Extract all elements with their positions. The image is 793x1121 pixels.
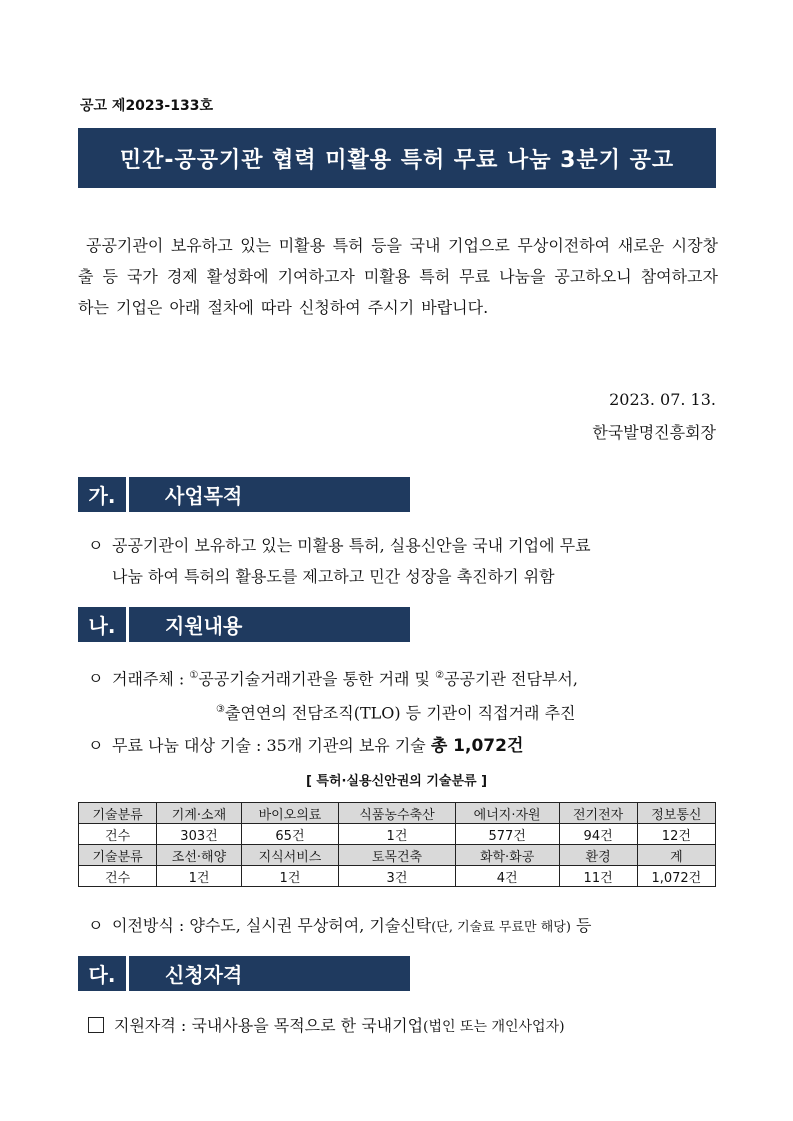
table-header-cell: 계 [637,845,715,866]
table-header-cell: 바이오의료 [241,803,338,824]
section-title: 사업목적 [165,484,243,508]
section-header-eligibility [78,956,410,991]
table-header-cell: 토목건축 [339,845,456,866]
table-header-cell: 식품농수축산 [339,803,456,824]
section-title: 지원내용 [165,614,243,638]
table-cell: 11건 [559,866,637,887]
table-cell: 1건 [157,866,242,887]
table-header-cell: 기술분류 [79,803,157,824]
table-cell: 1건 [241,866,338,887]
notice-number: 공고 제2023-133호 [80,98,213,114]
transfer-note: (단, 기술료 무료만 해당) [431,920,571,935]
bullet-icon: ㅇ [88,916,104,935]
bullet-icon: ㅇ [88,736,104,755]
section-title: 신청자격 [165,963,243,987]
table-header-cell: 화학·화공 [455,845,559,866]
trade-label: 거래주체 : [112,669,185,689]
page-title: 민간-공공기관 협력 미활용 특허 무료 나눔 3분기 공고 [78,128,716,188]
table-header-row [79,803,716,824]
table-caption: [ 특허·실용신안권의 기술분류 ] [305,774,488,789]
circled-number-3: ③ [216,704,225,716]
table-header-cell: 기술분류 [79,845,157,866]
transfer-end: 등 [576,916,592,935]
tech-classification-table [78,802,716,887]
eligibility-note: (법인 또는 개인사업자) [423,1019,565,1035]
bullet-icon: ㅇ [88,536,104,555]
eligibility-line [88,1010,718,1043]
table-row [79,824,716,845]
table-cell: 건수 [79,824,157,845]
table-cell: 303건 [157,824,242,845]
issue-date: 2023. 07. 13. [609,390,716,409]
table-cell: 4건 [455,866,559,887]
table-header-cell: 지식서비스 [241,845,338,866]
purpose-line-1: 공공기관이 보유하고 있는 미활용 특허, 실용신안을 국내 기업에 무료 [112,536,591,555]
issuer-name: 한국발명진흥회장 [592,423,716,442]
circled-number-2: ② [435,670,445,681]
intro-paragraph: 공공기관이 보유하고 있는 미활용 특허 등을 국내 기업으로 무상이전하여 새로운 시장창출 등 국가 경제 활성화에 기여하고자 미활용 특허 무료 나눔을 공고하오니 참여하고자 하는 기업은 아래 절차에 따라 신청하여 주시기 바랍니다. [78,236,718,317]
target-total: 총 1,072건 [430,736,524,756]
table-cell: 건수 [79,866,157,887]
eligibility-text: 지원자격 : 국내사용을 목적으로 한 국내기업 [114,1016,424,1035]
checkbox-icon [88,1017,104,1033]
table-cell: 12건 [637,824,715,845]
trade-item-2: 공공기관 전담부서, [444,669,578,689]
section-number: 다. [78,956,129,991]
table-header-cell: 전기전자 [559,803,637,824]
trade-item-1: 공공기술거래기관을 통한 거래 및 [198,669,431,689]
section-header-support [78,607,410,642]
section-header-purpose [78,477,410,512]
table-header-cell: 기계·소재 [157,803,242,824]
section-number: 나. [78,607,129,642]
target-tech [88,730,718,762]
section-number: 가. [78,477,129,512]
trade-subject [88,660,718,729]
trade-item-3: 출연연의 전담조직(TLO) 등 기관이 직접거래 추진 [224,703,576,723]
issue-block [592,383,716,449]
table-header-cell: 조선·해양 [157,845,242,866]
table-header-row [79,845,716,866]
bullet-icon: ㅇ [88,669,104,689]
table-cell: 65건 [241,824,338,845]
purpose-paragraph [88,530,718,592]
circled-number-1: ① [189,670,199,681]
target-label: 무료 나눔 대상 기술 : 35개 기관의 보유 기술 [112,736,426,755]
transfer-method [88,910,718,943]
table-cell: 1건 [339,824,456,845]
table-header-cell: 정보통신 [637,803,715,824]
purpose-line-2: 나눔 하여 특허의 활용도를 제고하고 민간 성장을 촉진하기 위함 [112,567,555,586]
table-cell: 577건 [455,824,559,845]
table-cell: 1,072건 [637,866,715,887]
table-header-cell: 에너지·자원 [455,803,559,824]
table-cell: 94건 [559,824,637,845]
table-header-cell: 환경 [559,845,637,866]
transfer-text: 이전방식 : 양수도, 실시권 무상허여, 기술신탁 [112,916,432,935]
table-cell: 3건 [339,866,456,887]
table-row [79,866,716,887]
